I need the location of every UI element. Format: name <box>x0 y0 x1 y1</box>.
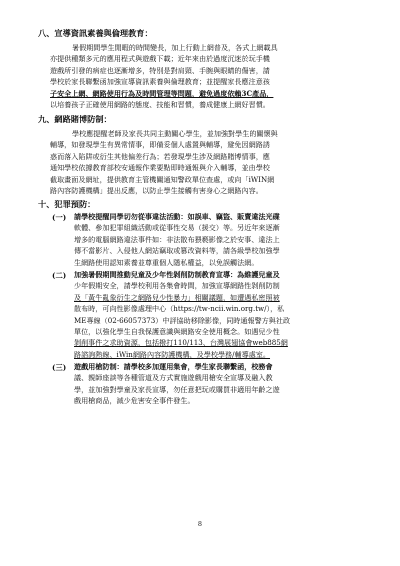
section-9-line: 通知學校依據教育部校安通報作業要點即時通報與介入輔導，並由學校 <box>50 163 270 173</box>
item-2-line: 路諮詢熱線、iWin網路內容防護機構，及學校學務/輔導處室。 <box>74 349 271 359</box>
section-8-body <box>50 42 360 110</box>
item-1-line: 軟體、參加犯罪組織活動或從事性交易（援交）等。另近年來逐漸 <box>74 223 280 233</box>
item-2-line: 散布時，可向性影像處理中心（https://tw-ncii.win.org.tw/），私 <box>74 304 285 314</box>
item-2-line: ME專線（02-66057373）中評協助移除影像，同時通報警方與社政 <box>74 315 291 325</box>
item-2-body <box>74 269 364 360</box>
item-1-line: 生網路使用認知素養並尊重個人隱私權益，以免誤觸法網。 <box>74 257 259 267</box>
section-8-line: 子安全上網、網路使用行為及時間管理等問題，避免過度依賴3C產品， <box>50 88 274 98</box>
item-1-line: 傳不當影片、入侵他人網站竊取或篡改資料等，請各級學校加強學 <box>74 246 280 256</box>
section-10-heading: 十、犯罪預防： <box>38 199 96 209</box>
section-9-body <box>50 128 360 196</box>
section-9-line: 輔導，如發現學生有異常情事，即備妥個人處置與輔導，避免因網路誘 <box>50 140 270 150</box>
item-3-line: 戲用槍商品，減少危害安全事件發生。 <box>74 396 195 406</box>
item-3-body <box>74 361 364 407</box>
section-8-line: 亦提供種類多元的應用程式與遊戲下載；近年來由於過度沉迷於玩手機 <box>50 54 270 64</box>
item-1-line: 增多的電腦網路違法事件如：非法散布猥褻影像之於安事、違法上 <box>74 234 280 244</box>
item-1-label: (一) <box>52 213 67 222</box>
item-2-label: (二) <box>52 271 67 280</box>
item-3-line: 遊戲用槍防制：請學校多加運用集會，學生家長聯繫函，校務會 <box>74 362 273 371</box>
section-8-line: 遊戲所引發的病症也逐漸增多，特別是對肩頸、手腕與眼睛的傷害，請 <box>50 65 270 75</box>
section-8-line: 以培養孩子正確使用網路的態度、技能和習慣，養成健康上網好習慣。 <box>50 100 270 110</box>
page-number: 8 <box>197 520 203 528</box>
item-3-line: 學，並加強對學童及家長宣導，勿任意把玩或購買非適用年齡之遊 <box>74 384 280 394</box>
item-1-body <box>74 211 364 268</box>
item-3-line: 議、親師座談等各種管道及方式實施遊戲用槍安全宣導及融入教 <box>74 373 273 383</box>
section-9-line: 路內容防護機構」提出反應，以防止學生接觸有害身心之網路內容。 <box>50 186 263 196</box>
item-3-label: (三) <box>52 363 67 372</box>
item-1-line: 請學校提醒同學切勿從事違法活動：如誤車、竊盜、販賣違法光碟 <box>74 212 280 221</box>
section-9-line: 截取畫面及網址，提供教育主管機關通知警政單位查處，或向「iWIN網 <box>50 174 275 184</box>
section-9-line: 學校應提醒老師及家長共同主動關心學生，並加強對學生的關懷與 <box>72 129 278 138</box>
item-2-line: 剝削事件之求助資源，包括撥打110/113、台灣展翅協會web885網 <box>74 338 288 348</box>
section-9-heading: 九、網路賭博防制： <box>38 114 112 124</box>
item-2-line: 加強暑假期間推動兒童及少年性剝削防制教育宣導：為維護兒童及 <box>74 270 280 279</box>
item-2-line: 單位，以強化學生自我保護意識與網路安全使用概念。如遇兒少性 <box>74 327 280 337</box>
item-2-line: 少年假期安全，請學校利用各集會時間，加強宣導網路性剝削防制 <box>74 281 280 291</box>
section-8-line: 暑假期間學生閒暇的時間變長，加上行動上網普及，各式上網載具 <box>72 43 278 52</box>
section-8-line: 學校於家長聯繫函加強宣導資訊素養與倫理教育；並提醒家長應注意孩 <box>50 77 270 87</box>
item-2-line: 及「黃牛亂象衍生之網路兒少性暴力」相關議題，如遭遇私密照被 <box>74 292 280 302</box>
section-8-heading: 八、宣導資訊素養與倫理教育： <box>38 28 153 38</box>
section-9-line: 惑而落入陷阱或衍生其他偏差行為；若發現學生涉及網路賭博情事，應 <box>50 151 270 161</box>
